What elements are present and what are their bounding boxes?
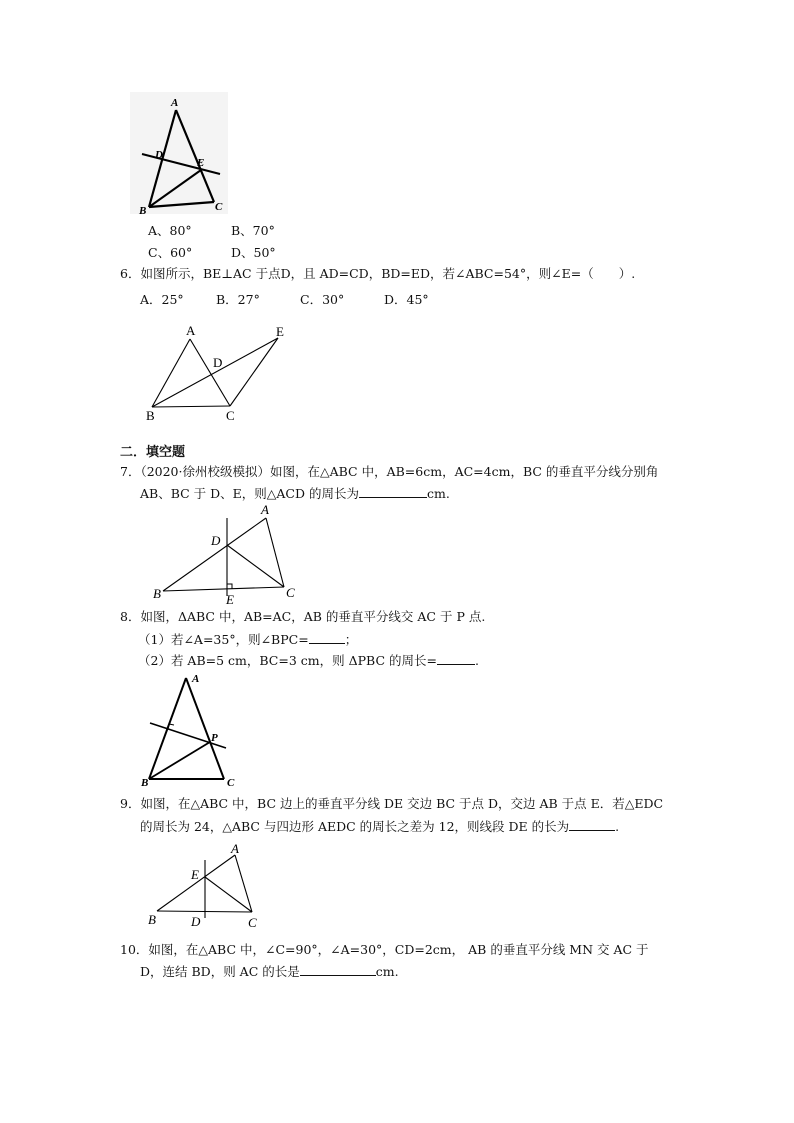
q10-line2-unit: cm. xyxy=(375,964,399,979)
q6-option-a: A．25° xyxy=(140,292,184,307)
side-ac xyxy=(266,518,284,587)
q10-line1: 10．如图，在△ABC 中，∠C=90°，∠A=30°，CD=2cm， AB 的垂直平分线 MN 交 AC 于 xyxy=(120,942,649,957)
segment-ce xyxy=(230,338,278,406)
q6-option-b: B．27° xyxy=(216,292,260,307)
figure-background xyxy=(130,92,228,214)
label-b: B xyxy=(141,777,149,789)
q10-answer-blank[interactable] xyxy=(300,963,376,976)
q8-sub2 xyxy=(138,652,479,669)
q7-line2-text: AB、BC 于 D、E，则△ACD 的周长为 xyxy=(140,486,359,501)
segment-ec xyxy=(205,877,252,912)
label-d: D xyxy=(191,914,201,929)
q8-sub1 xyxy=(138,631,357,648)
q6-figure xyxy=(140,320,300,425)
label-b: B xyxy=(139,205,147,217)
q8-sub1-answer-blank[interactable] xyxy=(309,631,345,644)
q5-option-d: D、50° xyxy=(231,245,276,260)
q6-option-c: C．30° xyxy=(300,292,345,307)
label-c: C xyxy=(215,201,223,213)
q5-option-c: C、60° xyxy=(148,245,193,260)
q9-answer-blank[interactable] xyxy=(569,818,615,831)
side-ab xyxy=(157,855,235,911)
label-d: D xyxy=(155,149,163,161)
label-b: B xyxy=(146,408,155,423)
q8-sub1-text: （1）若∠A=35°，则∠BPC= xyxy=(138,632,309,647)
right-angle-mark xyxy=(168,724,174,729)
section-heading: 二．填空题 xyxy=(120,445,186,460)
q7-line2-unit: cm. xyxy=(427,486,450,501)
label-c: C xyxy=(248,915,257,930)
label-e: E xyxy=(276,324,284,339)
q5-option-b: B、70° xyxy=(231,223,275,238)
label-c: C xyxy=(226,408,235,423)
label-d: D xyxy=(211,533,221,548)
q5-figure xyxy=(130,92,235,217)
label-a: A xyxy=(171,97,179,109)
label-a: A xyxy=(231,841,239,856)
label-a: A xyxy=(192,673,200,685)
label-a: A xyxy=(261,502,269,517)
label-b: B xyxy=(148,912,156,927)
q8-sub2-answer-blank[interactable] xyxy=(437,652,475,665)
segment-bp xyxy=(149,742,210,779)
side-bc xyxy=(163,587,284,591)
q9-line2 xyxy=(140,818,619,835)
segment-cd xyxy=(227,545,284,587)
label-a: A xyxy=(186,323,196,338)
q9-line2-text: 的周长为 24，△ABC 与四边形 AEDC 的周长之差为 12，则线段 DE 的长为 xyxy=(140,819,570,834)
q6-option-d: D．45° xyxy=(384,292,429,307)
side-ac xyxy=(190,339,230,406)
label-e: E xyxy=(191,867,199,882)
side-ab xyxy=(163,518,266,591)
label-c: C xyxy=(227,777,235,789)
q5-option-a: A、80° xyxy=(148,223,192,238)
label-d: D xyxy=(213,355,223,370)
label-e: E xyxy=(197,157,205,169)
q9-line1: 9．如图，在△ABC 中，BC 边上的垂直平分线 DE 交边 BC 于点 D，交边 AB 于点 E．若△EDC xyxy=(120,796,664,811)
q8-sub1-end: ； xyxy=(344,632,358,647)
q8-line1: 8．如图，ΔABC 中，AB=AC，AB 的垂直平分线交 AC 于 P 点. xyxy=(120,609,486,624)
q10-line2-text: D，连结 BD，则 AC 的长是 xyxy=(140,964,300,979)
q6-text: 6．如图所示，BE⊥AC 于点D，且 AD=CD，BD=ED，若∠ABC=54°，则∠E=（ ）. xyxy=(120,266,636,281)
label-c: C xyxy=(286,585,295,600)
side-ac xyxy=(186,678,224,779)
label-p: P xyxy=(211,732,218,744)
q7-answer-blank[interactable] xyxy=(359,485,427,498)
q7-line1: 7．（2020·徐州校级模拟）如图，在△ABC 中，AB=6cm，AC=4cm，BC 的垂直平分线分别角 xyxy=(120,464,659,479)
q8-sub2-text: （2）若 AB=5 cm，BC=3 cm，则 ΔPBC 的周长= xyxy=(138,653,437,668)
side-ac xyxy=(235,855,252,912)
q9-figure xyxy=(143,838,273,933)
q7-figure xyxy=(150,500,305,605)
side-bc xyxy=(152,406,230,407)
q9-line2-end: . xyxy=(615,819,620,834)
q10-line2 xyxy=(140,963,399,980)
label-e: E xyxy=(226,592,234,607)
q8-figure xyxy=(138,670,238,792)
label-b: B xyxy=(153,586,161,601)
q8-sub2-end: . xyxy=(474,653,479,668)
